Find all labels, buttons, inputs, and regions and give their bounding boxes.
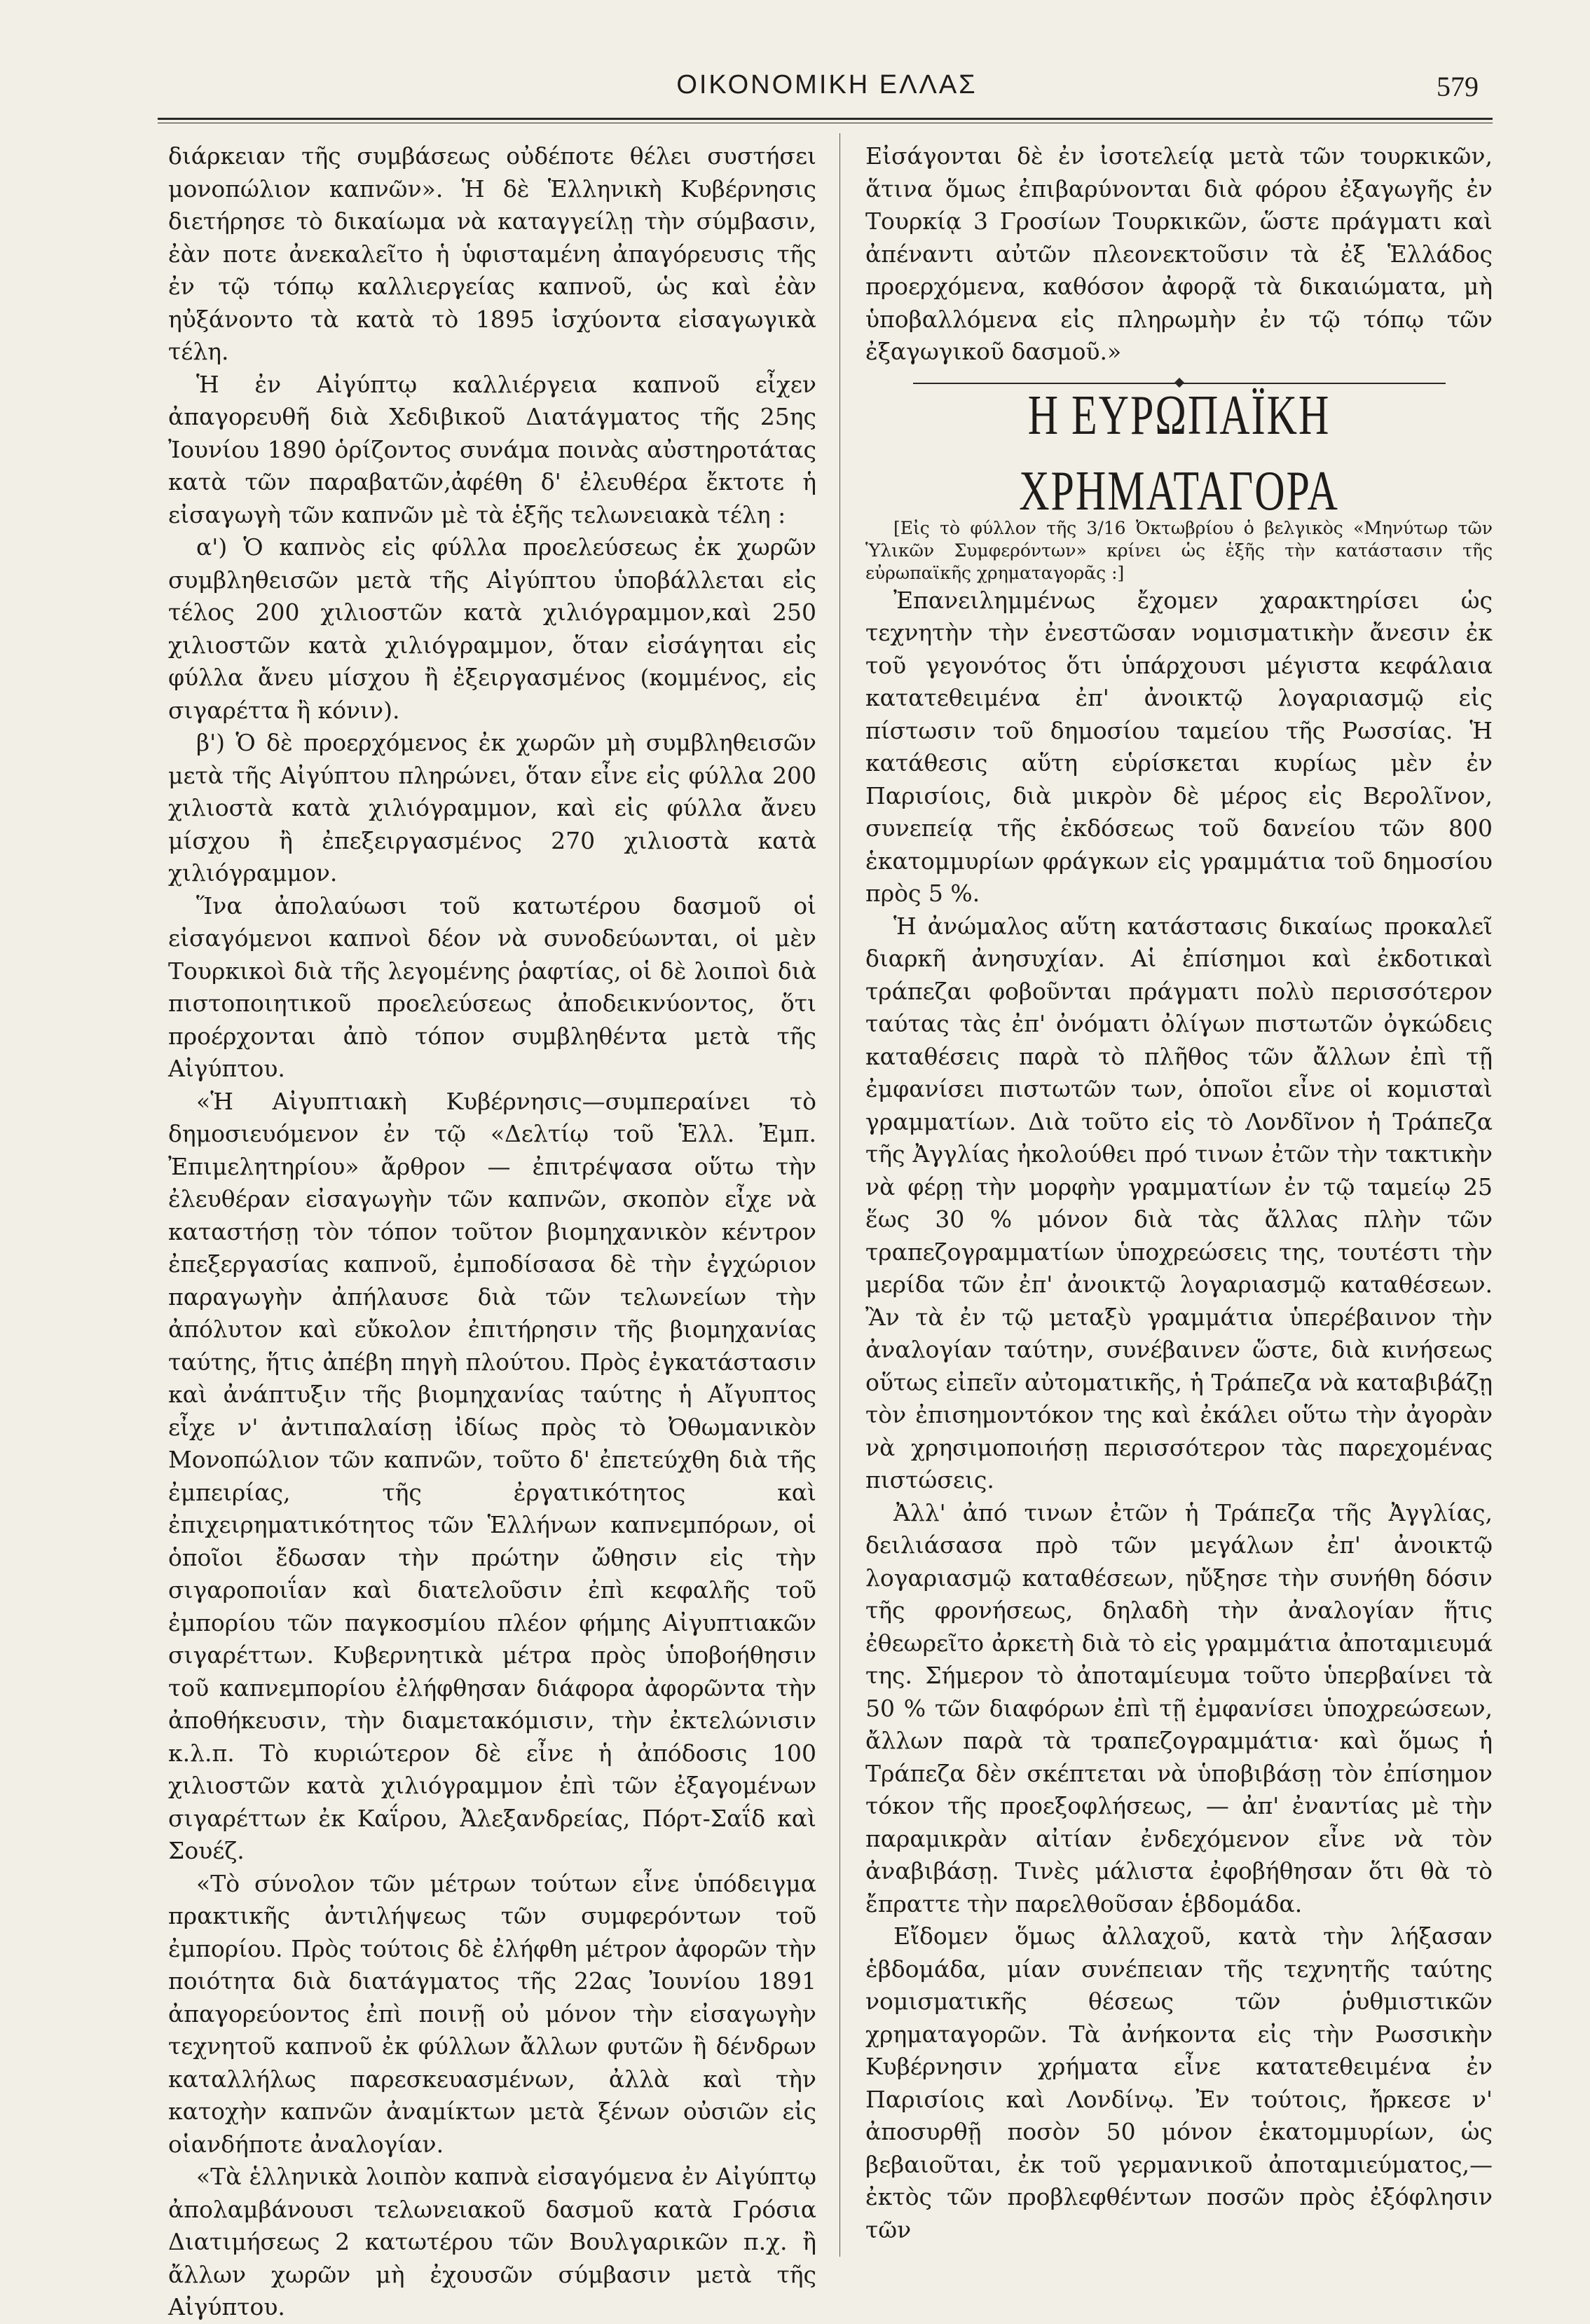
running-title: ΟΙΚΟΝΟΜΙΚΗ ΕΛΛΑΣ — [676, 70, 978, 100]
article-paragraph: Ἀλλ' ἀπό τινων ἐτῶν ἡ Τράπεζα τῆς Ἀγγλίας, δειλιάσασα πρὸ τῶν μεγάλων ἐπ' ἀνοικτῷ λογαριασμῷ καταθέσεων, ηὔξησε τὴν συνήθη δόσιν τῆς φρονήσεως, δηλαδὴ τὴν ἀναλογίαν ἥτις ἐθεωρεῖτο ἀρκετὴ διὰ τὸ εἰς γραμμάτια ἀποταμιευμά της. Σήμερον τὸ ἀποταμίευμα τοῦτο ὑπερβαίνει τὰ 50 % τῶν διαφόρων ἐπὶ τῇ ἐμφανίσει ὑποχρεώσεων, ἄλλων παρὰ τὰ τραπεζογραμμάτια· καὶ ὅμως ἡ Τράπεζα δὲν σκέπτεται νὰ ὑποβιβάσῃ τὸν ἐπίσημον τόκον τῆς προεξοφλήσεως, — ἀπ' ἐναντίας μὲ τὴν παραμικρὰν αἰτίαν ἐνδεχόμενον εἶνε νὰ τὸν ἀναβιβάσῃ. Τινὲς μάλιστα ἐφοβήθησαν ὅτι θὰ τὸ ἔπραττε τὴν παρελθοῦσαν ἑβδομάδα. — [865, 1498, 1493, 1918]
left-column — [168, 140, 816, 2324]
header-rule — [158, 118, 1493, 123]
section-heading: Η ΕΥΡΩΠΑΪΚΗ ΧΡΗΜΑΤΑΓΟΡΑ — [1019, 383, 1339, 522]
left-paragraph: Ἵνα ἀπολαύωσι τοῦ κατωτέρου δασμοῦ οἱ εἰσαγόμενοι καπνοὶ δέον νὰ συνοδεύωνται, οἱ μὲν Τουρκικοὶ διὰ τῆς λεγομένης ῥαφτίας, οἱ δὲ λοιποὶ διὰ πιστοποιητικοῦ προελεύσεως ἀποδεικνύοντος, ὅτι προέρχονται ἀπὸ τόπον συμβληθέντα μετὰ τῆς Αἰγύπτου. — [168, 891, 816, 1082]
article-paragraph: Εἴδομεν ὅμως ἀλλαχοῦ, κατὰ τὴν λήξασαν ἑβδομάδα, μίαν συνέπειαν τῆς τεχνητῆς ταύτης νομισματικῆς θέσεως τῶν ῥυθμιστικῶν χρηματαγορῶν. Τὰ ἀνήκοντα εἰς τὴν Ρωσσικὴν Κυβέρνησιν χρήματα εἶνε κατατεθειμένα ἐν Παρισίοις καὶ Λονδίνῳ. Ἐν τούτοις, ἤρκεσε ν' ἀποσυρθῇ ποσὸν 50 μόνον ἑκατομμυρίων, ὡς βεβαιοῦται, ἐκ τοῦ γερμανικοῦ ἀποταμιεύματος,— ἐκτὸς τῶν προβλεφθέντων ποσῶν πρὸς ἐξόφλησιν τῶν — [865, 1922, 1493, 2243]
page-number: 579 — [1437, 71, 1479, 102]
column-divider — [839, 133, 840, 2257]
source-note: [Εἰς τὸ φύλλον τῆς 3/16 Ὀκτωβρίου ὁ βελγικὸς «Μηνύτωρ τῶν Ὑλικῶν Συμφερόντων» κρίνει ὡς ἑξῆς τὴν κατάστασιν τῆς εὐρωπαϊκῆς χρηματαγορᾶς :] — [865, 517, 1493, 583]
article-paragraph: Ἡ ἀνώμαλος αὕτη κατάστασις δικαίως προκαλεῖ διαρκῆ ἀνησυχίαν. Αἱ ἐπίσημοι καὶ ἐκδοτικαὶ τράπεζαι φοβοῦνται πράγματι πολὺ περισσότερον ταύτας τὰς ἐπ' ὀνόματι ὀλίγων πιστωτῶν ὀγκώδεις καταθέσεις παρὰ τὸ πλῆθος τῶν ἄλλων ἐπὶ τῇ ἐμφανίσει πιστωτῶν των, ὁποῖοι εἶνε οἱ κομισταὶ γραμματίων. Διὰ τοῦτο εἰς τὸ Λονδῖνον ἡ Τράπεζα τῆς Ἀγγλίας ἠκολούθει πρό τινων ἐτῶν τὴν τακτικὴν νὰ φέρῃ τὴν μορφὴν γραμματίων ἐν τῷ ταμείῳ 25 ἕως 30 % μόνον διὰ τὰς ἄλλας πλὴν τῶν τραπεζογραμματίων ὑποχρεώσεις της, τουτέστι τὴν μερίδα τῶν ἐπ' ἀνοικτῷ λογαριασμῷ καταθέσεων. Ἂν τὰ ἐν τῷ μεταξὺ γραμμάτια ὑπερέβαινον τὴν ἀναλογίαν ταύτην, συνέβαινεν ὥστε, διὰ κινήσεως οὕτως εἰπεῖν αὐτοματικῆς, ἡ Τράπεζα νὰ καταβιβάζῃ τὸν ἐπισημοντόκον της καὶ ἐκάλει οὕτω τὴν ἀγορὰν νὰ χρησιμοποιήσῃ περισσότερον τὰς παρεχομένας πιστώσεις. — [865, 912, 1493, 1493]
left-paragraph: Ἡ ἐν Αἰγύπτῳ καλλιέργεια καπνοῦ εἶχεν ἀπαγορευθῆ διὰ Χεδιβικοῦ Διατάγματος τῆς 25ης Ἰουνίου 1890 ὁρίζοντος συνάμα ποινὰς αὐστηροτάτας κατὰ τῶν παραβατῶν,ἀφέθη δ' ἐλευθέρα ἔκτοτε ἡ εἰσαγωγὴ τῶν καπνῶν μὲ τὰ ἑξῆς τελωνειακὰ τέλη : — [168, 370, 816, 528]
left-paragraph: β') Ὁ δὲ προερχόμενος ἐκ χωρῶν μὴ συμβληθεισῶν μετὰ τῆς Αἰγύπτου πληρώνει, ὅταν εἶνε εἰς φύλλα 200 χιλιοστὰ κατὰ χιλιόγραμμον, καὶ εἰς φύλλα ἄνευ μίσχου ἢ ἐπεξειργασμένος 270 χιλιοστὰ κατὰ χιλιόγραμμον. — [168, 729, 816, 887]
left-paragraph: α') Ὁ καπνὸς εἰς φύλλα προελεύσεως ἐκ χωρῶν συμβληθεισῶν μετὰ τῆς Αἰγύπτου ὑποβάλλεται εἰς τέλος 200 χιλιοστῶν κατὰ χιλιόγραμμον,καὶ 250 χιλιοστῶν κατὰ χιλιόγραμμον, ὅταν εἰσάγηται εἰς φύλλα ἄνευ μίσχου ἢ ἐξειργασμένος (κομμένος, εἰς σιγαρέττα ἢ κόνιν). — [168, 533, 816, 724]
left-paragraph: «Τὸ σύνολον τῶν μέτρων τούτων εἶνε ὑπόδειγμα πρακτικῆς ἀντιλήψεως τῶν συμφερόντων τοῦ ἐμπορίου. Πρὸς τούτοις δὲ ἐλήφθη μέτρον ἀφορῶν τὴν ποιότητα διὰ διατάγματος τῆς 22ας Ἰουνίου 1891 ἀπαγορεύοντος ἐπὶ ποινῇ οὐ μόνον τὴν εἰσαγωγὴν τεχνητοῦ καπνοῦ ἐκ φύλλων ἄλλων φυτῶν ἢ δένδρων καταλλήλως παρεσκευασμένων, ἀλλὰ καὶ τὴν κατοχὴν καπνῶν ἀναμίκτων μετὰ ξένων οὐσιῶν εἰς οἱανδήποτε ἀναλογίαν. — [168, 1869, 816, 2158]
right-paragraph-continued: Εἰσάγονται δὲ ἐν ἰσοτελείᾳ μετὰ τῶν τουρκικῶν, ἅτινα ὅμως ἐπιβαρύνονται διὰ φόρου ἐξαγωγῆς ἐν Τουρκίᾳ 3 Γροσίων Τουρκικῶν, ὥστε πράγματι καὶ ἀπέναντι αὐτῶν πλεονεκτοῦσιν τὰ ἐξ Ἑλλάδος προερχόμενα, καθόσον ἀφορᾷ τὰ δικαιώματα, μὴ ὑποβαλλόμενα εἰς πληρωμὴν ἐν τῷ τόπῳ τῶν ἐξαγωγικοῦ δασμοῦ.» — [865, 142, 1493, 365]
article-paragraph: Ἐπανειλημμένως ἔχομεν χαρακτηρίσει ὡς τεχνητὴν τὴν ἐνεστῶσαν νομισματικὴν ἄνεσιν ἐκ τοῦ γεγονότος ὅτι ὑπάρχουσι μέγιστα κεφάλαια κατατεθειμένα ἐπ' ἀνοικτῷ λογαριασμῷ εἰς πίστωσιν τοῦ δημοσίου ταμείου τῆς Ρωσσίας. Ἡ κατάθεσις αὕτη εὑρίσκεται κυρίως μὲν ἐν Παρισίοις, διὰ μικρὸν δὲ μέρος εἰς Βερολῖνον, συνεπείᾳ τῆς ἐκδόσεως τοῦ δανείου τῶν 800 ἑκατομμυρίων φράγκων εἰς γραμμάτια τοῦ δημοσίου πρὸς 5 %. — [865, 586, 1493, 907]
page-header — [161, 70, 1493, 119]
left-paragraph: «Ἡ Αἰγυπτιακὴ Κυβέρνησις—συμπεραίνει τὸ δημοσιευόμενον ἐν τῷ «Δελτίῳ τοῦ Ἑλλ. Ἐμπ. Ἐπιμελητηρίου» ἄρθρον — ἐπιτρέψασα οὕτω τὴν ἐλευθέραν εἰσαγωγὴν τῶν καπνῶν, σκοπὸν εἶχε νὰ καταστήσῃ τὸν τόπον τοῦτον βιομηχανικὸν κέντρον ἐπεξεργασίας καπνοῦ, ἐμποδίσασα δὲ τὴν ἐγχώριον παραγωγὴν ἀπήλαυσε διὰ τῶν τελωνείων τὴν ἀπόλυτον καὶ εὔκολον ἐπιτήρησιν τῆς βιομηχανίας ταύτης, ἥτις ἀπέβη πηγὴ πλούτου. Πρὸς ἐγκατάστασιν καὶ ἀνάπτυξιν τῆς βιομηχανίας ταύτης ἡ Αἴγυπτος εἶχε ν' ἀντιπαλαίσῃ ἰδίως πρὸς τὸ Ὀθωμανικὸν Μονοπώλιον τῶν καπνῶν, τοῦτο δ' ἐπετεύχθη διὰ τῆς ἐμπειρίας, τῆς ἐργατικότητος καὶ ἐπιχειρηματικότητος τῶν Ἑλλήνων καπνεμπόρων, οἱ ὁποῖοι ἔδωσαν τὴν πρώτην ὤθησιν εἰς τὴν σιγαροποιΐαν καὶ διατελοῦσιν ἐπὶ κεφαλῆς τοῦ ἐμπορίου τῶν παγκοσμίου πλέον φήμης Αἰγυπτιακῶν σιγαρέττων. Κυβερνητικὰ μέτρα πρὸς ὑποβοήθησιν τοῦ καπνεμπορίου ἐλήφθησαν διάφορα ἀφορῶντα τὴν ἀποθήκευσιν, τὴν διαμετακόμισιν, τὴν ἐκτελώνισιν κ.λ.π. Τὸ κυριώτερον δὲ εἶνε ἡ ἀπόδοσις 100 χιλιοστῶν κατὰ χιλιόγραμμον ἐπὶ τῶν ἐξαγομένων σιγαρέττων ἐκ Καΐρου, Ἀλεξανδρείας, Πόρτ-Σαΐδ καὶ Σουέζ. — [168, 1087, 816, 1864]
left-paragraph: «Τὰ ἑλληνικὰ λοιπὸν καπνὰ εἰσαγόμενα ἐν Αἰγύπτῳ ἀπολαμβάνουσι τελωνειακοῦ δασμοῦ κατὰ Γρόσια Διατιμήσεως 2 κατωτέρου τῶν Βουλγαρικῶν π.χ. ἢ ἄλλων χωρῶν μὴ ἐχουσῶν σύμβασιν μετὰ τῆς Αἰγύπτου. — [168, 2163, 816, 2320]
right-column — [865, 140, 1493, 2246]
left-paragraph: διάρκειαν τῆς συμβάσεως οὐδέποτε θέλει συστήσει μονοπώλιον καπνῶν». Ἡ δὲ Ἑλληνικὴ Κυβέρνησις διετήρησε τὸ δικαίωμα νὰ καταγγείλῃ τὴν σύμβασιν, ἐὰν ποτε ἀνεκαλεῖτο ἡ ὑφισταμένη ἀπαγόρευσις τῆς ἐν τῷ τόπῳ καλλιεργείας καπνοῦ, ὡς καὶ ἐὰν ηὐξάνοντο τὰ κατὰ τὸ 1895 ἰσχύοντα εἰσαγωγικὰ τέλη. — [168, 142, 816, 365]
